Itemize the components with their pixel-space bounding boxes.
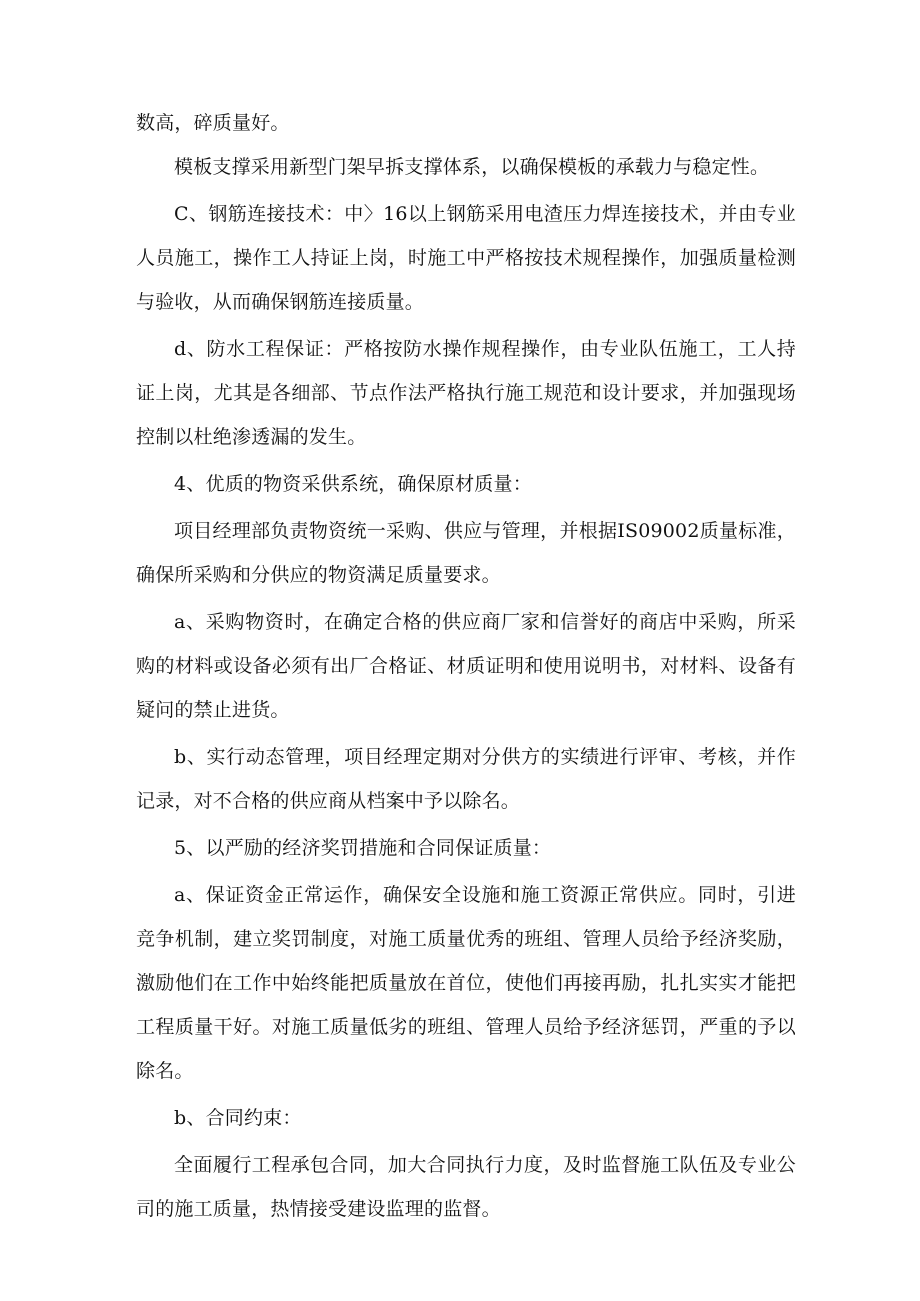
- heading-material-procurement: 4、优质的物资采供系统，确保原材质量：: [174, 473, 532, 495]
- paragraph-procurement-management: 项目经理部负责物资统一采购、供应与管理，并根据IS09002质量标准，确保所采购和分供应的物资满足质量要求。: [136, 520, 796, 586]
- paragraph-waterproofing: d、防水工程保证：严格按防水操作规程操作，由专业队伍施工，工人持证上岗，尤其是各细部、节点作法严格执行施工规范和设计要求，并加强现场控制以杜绝渗透漏的发生。: [136, 338, 796, 448]
- heading-contract-constraint: b、合同约束：: [174, 1107, 302, 1129]
- paragraph-continuation: 数高，碎质量好。: [136, 112, 290, 134]
- paragraph-funding-incentives: a、保证资金正常运作，确保安全设施和施工资源正常供应。同时，引进竞争机制，建立奖罚制度，对施工质量优秀的班组、管理人员给予经济奖励，激励他们在工作中始终能把质量放在首位，使他们再接再励，扎扎实实才能把工程质量干好。对施工质量低劣的班组、管理人员给予经济惩罚，严重的予以除名。: [136, 884, 796, 1082]
- paragraph-purchasing: a、采购物资时，在确定合格的供应商厂家和信誉好的商店中采购，所采购的材料或设备必须有出厂合格证、材质证明和使用说明书，对材料、设备有疑问的禁止进货。: [136, 611, 796, 721]
- heading-rewards-penalties: 5、以严励的经济奖罚措施和合同保证质量：: [174, 837, 552, 859]
- paragraph-contract-execution: 全面履行工程承包合同，加大合同执行力度，及时监督施工队伍及专业公司的施工质量，热情接受建设监理的监督。: [136, 1154, 796, 1220]
- paragraph-formwork-support: 模板支撑采用新型门架早拆支撑体系，以确保模板的承载力与稳定性。: [174, 156, 770, 178]
- paragraph-rebar-connection: C、钢筋连接技术：中〉16以上钢筋采用电渣压力焊连接技术，并由专业人员施工，操作工人持证上岗，时施工中严格按技术规程操作，加强质量检测与验收，从而确保钢筋连接质量。: [136, 203, 796, 313]
- paragraph-dynamic-management: b、实行动态管理，项目经理定期对分供方的实绩进行评审、考核，并作记录，对不合格的供应商从档案中予以除名。: [136, 746, 796, 812]
- document-body: [136, 101, 796, 1231]
